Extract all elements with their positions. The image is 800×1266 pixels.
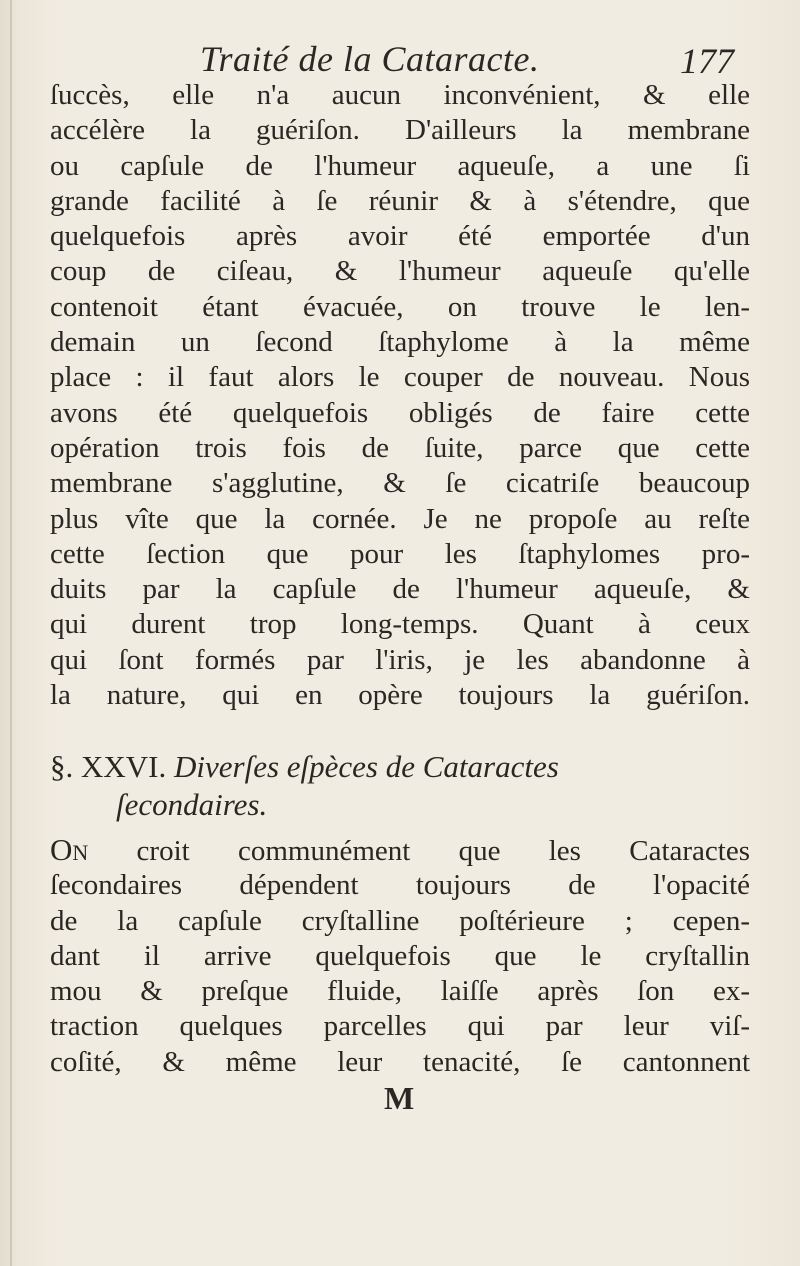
text-line: accélère la guériſon. D'ailleurs la membrane xyxy=(50,114,750,147)
text-line: contenoit étant évacuée, on trouve le len- xyxy=(50,290,750,323)
text-line: coſité, & même leur tenacité, ſe cantonnent xyxy=(50,1045,750,1078)
text-line: mou & preſque fluide, laiſſe après ſon ex- xyxy=(50,975,750,1008)
paragraph-1 xyxy=(50,78,750,713)
text-line: membrane s'agglutine, & ſe cicatriſe beaucoup xyxy=(50,467,750,500)
text-line: quelquefois après avoir été emportée d'un xyxy=(50,220,750,253)
page-gutter-edge xyxy=(10,0,12,1266)
text-line-rest: croit communément que les Cataractes xyxy=(88,835,750,867)
section-heading xyxy=(50,748,750,824)
text-line: ſuccès, elle n'a aucun inconvénient, & elle xyxy=(50,79,750,111)
page-number: 177 xyxy=(680,41,734,81)
text-line: duits par la capſule de l'humeur aqueuſe, & xyxy=(50,573,750,606)
text-line: grande facilité à ſe réunir & à s'étendre, que xyxy=(50,184,750,217)
text-line: plus vîte que la cornée. Je ne propoſe au reſte xyxy=(50,502,750,535)
text-line-first xyxy=(50,832,750,867)
signature-mark: M xyxy=(384,1080,415,1116)
running-head: Traité de la Cataracte. xyxy=(200,39,540,79)
text-line: de la capſule cryſtalline poſtérieure ; cepen- xyxy=(50,904,750,937)
text-line: qui durent trop long-temps. Quant à ceux xyxy=(50,608,750,641)
text-line: qui ſont formés par l'iris, je les abandonne à xyxy=(50,643,750,676)
text-line: ſecondaires dépendent toujours de l'opacité xyxy=(50,869,750,902)
text-line: ou capſule de l'humeur aqueuſe, a une ſi xyxy=(50,149,750,182)
section-number: §. XXVI. xyxy=(50,749,167,784)
section-title-line-1: Diverſes eſpèces de Cataractes xyxy=(174,749,559,784)
text-line: dant il arrive quelquefois que le cryſtallin xyxy=(50,939,750,972)
text-line: place : il faut alors le couper de nouveau. Nous xyxy=(50,361,750,394)
text-line: cette ſection que pour les ſtaphylomes pro- xyxy=(50,537,750,570)
text-line: avons été quelquefois obligés de faire cette xyxy=(50,396,750,429)
section-title-line-2: ſecondaires. xyxy=(116,787,268,822)
text-line: la nature, qui en opère toujours la guériſon. xyxy=(50,679,750,712)
dropcap-word: On xyxy=(50,832,89,867)
text-line: opération trois fois de ſuite, parce que cette xyxy=(50,431,750,464)
text-line: demain un ſecond ſtaphylome à la même xyxy=(50,326,750,359)
paragraph-2 xyxy=(50,832,750,1079)
text-line: coup de ciſeau, & l'humeur aqueuſe qu'elle xyxy=(50,255,750,288)
text-line: traction quelques parcelles qui par leur viſ- xyxy=(50,1010,750,1043)
